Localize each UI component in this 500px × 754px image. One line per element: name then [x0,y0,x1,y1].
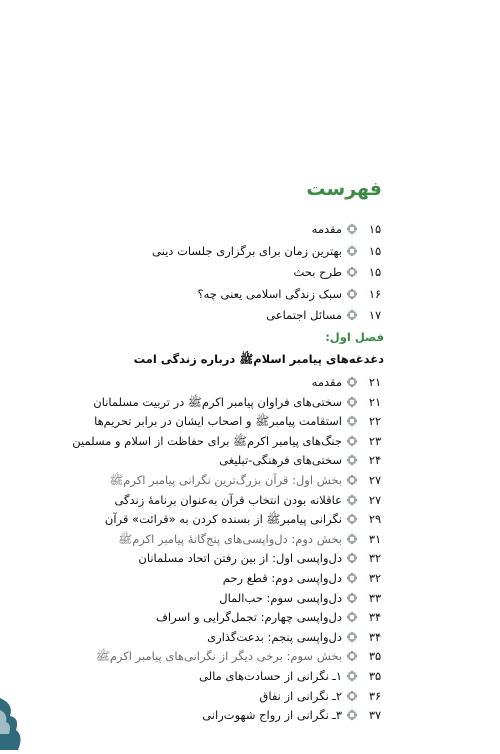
entry-title: نگرانی پیامبرﷺ از بسنده کردن به «قرائت» قرآن [104,512,342,527]
flower-ornament-icon [346,552,358,564]
page-number: ۲۷ [368,473,382,487]
page-number: ۳۳ [368,590,382,605]
entry-title: سبک زندگی اسلامی یعنی چه؟ [197,286,342,301]
flower-ornament-icon [346,415,358,427]
page-number: ۲۱ [368,394,382,409]
entry-title: دل‌واپسی دوم: قطع رحم [222,571,342,585]
flower-ornament-icon [346,533,358,545]
flower-ornament-icon [346,288,358,300]
flower-ornament-icon [346,266,358,278]
entry-title: استقامت پیامبرﷺ و اصحاب ایشان در برابر تحریم‌ها [94,414,342,429]
page-number: ۱۵ [368,222,382,236]
page-number: ۳۱ [368,531,382,546]
page-number: ۲۷ [368,492,382,507]
entry-title: طرح بحث [293,265,342,279]
section-title: فصل اول: [325,330,384,344]
flower-ornament-icon [346,592,358,604]
entry-title: دل‌واپسی چهارم: تجمل‌گرایی و اسراف [156,610,342,625]
toc-entry[interactable] [0,393,500,411]
flower-ornament-icon [346,474,358,486]
flower-ornament-icon [346,513,358,525]
page-number: ۲۲ [368,414,382,429]
toc-title: فهرست [306,178,382,200]
page-number: ۳۵ [368,669,382,683]
flower-ornament-icon [346,572,358,584]
toc-entry[interactable] [0,373,500,391]
toc-entry[interactable] [0,432,500,450]
flower-ornament-icon [346,494,358,506]
entry-title: ۱ـ نگرانی از حسادت‌های مالی [199,669,342,683]
toc-entry[interactable] [0,263,500,281]
entry-title: دل‌واپسی اول: از بین رفتن اتحاد مسلمانان [138,551,342,566]
page-number: ۳۴ [368,610,382,625]
page-number: ۳۶ [368,688,382,703]
flower-ornament-icon [346,309,358,321]
publisher-emblem-icon [0,690,26,750]
flower-ornament-icon [346,709,358,721]
entry-title: بخش دوم: دل‌واپسی‌های پنج‌گانهٔ پیامبر اکرمﷺ [118,531,342,546]
flower-ornament-icon [346,611,358,623]
flower-ornament-icon [346,631,358,643]
entry-title: سختی‌های فرهنگی-تبلیغی [219,453,342,468]
flower-ornament-icon [346,376,358,388]
page-number: ۳۲ [368,571,382,585]
toc-entry[interactable] [0,628,500,646]
flower-ornament-icon [346,690,358,702]
toc-entry[interactable] [0,510,500,528]
entry-title: مسائل اجتماعی [266,308,342,322]
page-number: ۱۵ [368,243,382,258]
page-number: ۱۶ [368,286,382,301]
entry-title: جنگ‌های پیامبر اکرمﷺ برای حفاظت از اسلام و مسلمین [72,433,342,448]
toc-entry[interactable] [0,706,500,724]
page-number: ۲۴ [368,453,382,468]
toc-entry[interactable] [0,530,500,548]
toc-entry[interactable] [0,471,500,489]
page-number: ۲۱ [368,375,382,389]
flower-ornament-icon [346,435,358,447]
entry-title: بخش سوم: برخی دیگر از نگرانی‌های پیامبر اکرمﷺ [95,649,342,664]
page-number: ۱۷ [368,308,382,322]
toc-entry[interactable] [0,491,500,509]
flower-ornament-icon [346,650,358,662]
page-number: ۳۴ [368,629,382,644]
page-number: ۳۲ [368,551,382,566]
toc-entry[interactable] [0,220,500,238]
entry-title: دل‌واپسی سوم: حب‌المال [219,590,342,605]
entry-title: بخش اول: قرآن بزرگ‌ترین نگرانی پیامبر اکرمﷺ [109,473,342,487]
page-number: ۳۷ [368,708,382,723]
toc-entry[interactable] [0,451,500,469]
entry-title: سختی‌های فراوان پیامبر اکرمﷺ در تربیت مسلمانان [93,394,342,409]
entry-title: مقدمه [311,222,342,236]
section-subtitle: دغدغه‌های پیامبر اسلامﷺ درباره زندگی امت [133,352,384,366]
entry-title: عاقلانه بودن انتخاب قرآن به‌عنوان برنامهٔ زندگی [114,492,342,507]
toc-entry[interactable] [0,608,500,626]
toc-entry[interactable] [0,242,500,260]
entry-title: بهترین زمان برای برگزاری جلسات دینی [152,243,342,258]
flower-ornament-icon [346,245,358,257]
entry-title: دل‌واپسی پنجم: بدعت‌گذاری [207,629,342,644]
entry-title: ۲ـ نگرانی از نفاق [259,688,342,703]
flower-ornament-icon [346,396,358,408]
entry-title: ۳ـ نگرانی از رواج شهوت‌رانی [202,708,342,723]
toc-entry[interactable] [0,589,500,607]
flower-ornament-icon [346,454,358,466]
toc-entry[interactable] [0,667,500,685]
page-number: ۲۹ [368,512,382,527]
toc-entry[interactable] [0,569,500,587]
page-number: ۲۳ [368,433,382,448]
toc-entry[interactable] [0,412,500,430]
flower-ornament-icon [346,223,358,235]
page-number: ۱۵ [368,265,382,279]
flower-ornament-icon [346,670,358,682]
toc-entry[interactable] [0,549,500,567]
toc-entry[interactable] [0,687,500,705]
toc-entry[interactable] [0,647,500,665]
page-number: ۳۵ [368,649,382,664]
toc-entry[interactable] [0,306,500,324]
toc-entry[interactable] [0,285,500,303]
entry-title: مقدمه [311,375,342,389]
